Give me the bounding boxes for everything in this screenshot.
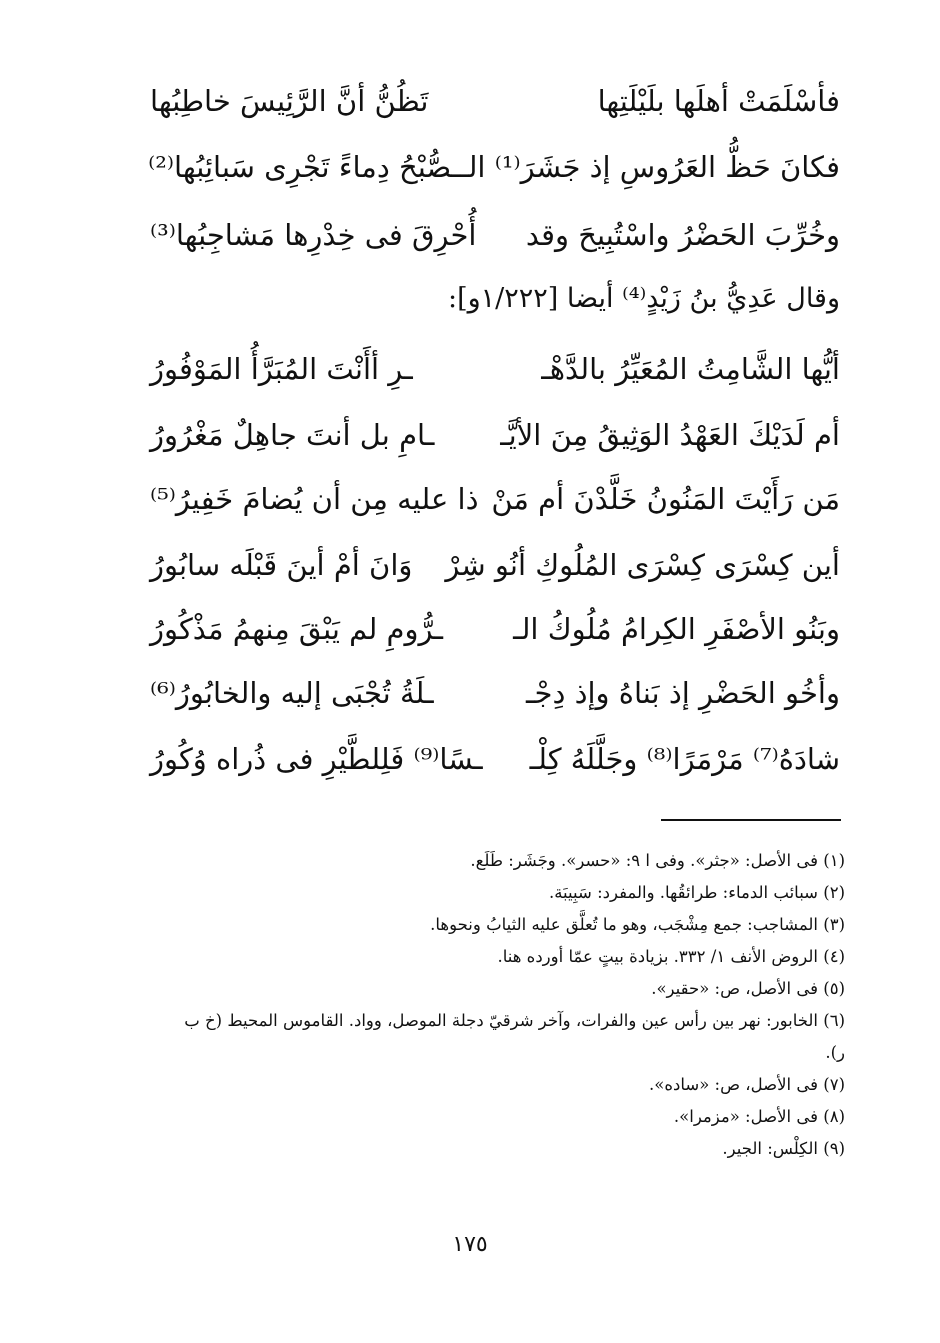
footnote: (٣) المشاجب: جمع مِشْجَب، وهو ما تُعلَّق عليه الثيابُ ونحوها. <box>430 915 845 934</box>
verse-second-hemistich: أُحْرِقَ فى خِدْرِها مَشاجِبُها⁽³⁾ <box>150 218 477 252</box>
page-number: ١٧٥ <box>452 1232 488 1257</box>
verse-second-hemistich: وَانَ أمْ أينَ قَبْلَه سابُورُ <box>150 548 413 582</box>
footnote: (٨) فى الأصل: «مزمرا». <box>673 1107 845 1126</box>
verse-first-hemistich: شادَهُ⁽⁷⁾ مَرْمَرًا⁽⁸⁾ وجَلَّلَهُ كِلْـ <box>529 742 840 776</box>
verse-line <box>150 410 840 460</box>
verse-second-hemistich: تَظُنُّ أنَّ الرَّئِيسَ خاطِبُها <box>150 84 429 118</box>
verse-line <box>150 142 840 192</box>
footnote-continuation: ر). <box>825 1043 845 1062</box>
verse-second-hemistich: ـصُّبْحُ دِماءً تَجْرِى سَبائِبُها⁽²⁾ <box>148 150 461 184</box>
verse-line <box>150 604 840 654</box>
verse-first-hemistich: أين كِسْرَى كِسْرَى المُلُوكِ أنُو شِرْ <box>445 548 840 582</box>
footnote: (٢) سبائب الدماء: طرائقُها. والمفرد: سَبِيبَة. <box>548 883 845 902</box>
verse-first-hemistich: فأسْلَمَتْ أهلَها بلَيْلَتِها <box>597 84 840 118</box>
footnotes <box>140 845 845 1165</box>
verse-line <box>150 734 840 784</box>
verse-line <box>150 474 840 524</box>
verse-second-hemistich: ـامِ بل أنتَ جاهِلٌ مَغْرُورُ <box>150 418 435 452</box>
verse-second-hemistich: ـلَةُ تُجْبَى إليه والخابُورُ⁽⁶⁾ <box>150 676 434 710</box>
verse-first-hemistich: فكانَ حَظُّ العَرُوسِ إذ جَشَرَ⁽¹⁾ الـ <box>460 150 840 184</box>
verse-second-hemistich: ـرُّومِ لم يَبْقَ مِنهمُ مَذْكُورُ <box>150 612 443 646</box>
verse-first-hemistich: وأخُو الحَضْرِ إذ بَناهُ وإذ دِجْـ <box>526 676 840 710</box>
verse-first-hemistich: أم لَدَيْكَ العَهْدُ الوَثِيقُ مِنَ الأيَّـ <box>500 418 840 452</box>
footnote: (٦) الخابور: نهر بين رأس عين والفرات، وآخر شرقيّ دجلة الموصل، وواد. القاموس المحيط (خ ب <box>184 1011 845 1030</box>
verse-line <box>150 210 840 260</box>
footnote-separator <box>661 819 841 821</box>
verse-second-hemistich: ـرِ أأَنْتَ المُبَرَّأُ المَوْفُورُ <box>150 352 413 386</box>
footnote: (٤) الروض الأنف ١/ ٣٣٢. بزيادة بيتٍ عمّا أورده هنا. <box>497 947 845 966</box>
footnote: (٥) فى الأصل، ص: «حقير». <box>651 979 845 998</box>
verse-line <box>150 540 840 590</box>
verse-first-hemistich: أيُّها الشَّامِتُ المُعَيِّرُ بالدَّهْـ <box>541 352 840 386</box>
verse-line <box>150 344 840 394</box>
verse-line <box>150 668 840 718</box>
verse-first-hemistich: وبَنُو الأصْفَرِ الكِرامُ مُلُوكُ الـ <box>513 612 840 646</box>
intro-line: وقال عَدِيُّ بنُ زَيْدٍ⁽⁴⁾ أيضا [١/٢٢٢و]: <box>448 283 840 314</box>
footnote: (١) فى الأصل: «جثر». وفى ا ٩: «حسر». وجَشَر: طَلَع. <box>470 851 845 870</box>
footnote: (٩) الكِلْس: الجير. <box>722 1139 845 1158</box>
verse-line <box>150 76 840 126</box>
footnote: (٧) فى الأصل، ص: «ساده». <box>649 1075 845 1094</box>
verse-first-hemistich: مَن رَأَيْتَ المَنُونُ خَلَّدْنَ أم مَنْ <box>491 482 840 516</box>
verse-first-hemistich: وخُرِّبَ الحَضْرُ واسْتُبِيحَ وقد <box>525 218 840 252</box>
verse-second-hemistich: ـسًا⁽⁹⁾ فَلِلطَّيْرِ فى ذُراه وُكُورُ <box>150 742 483 776</box>
verse-second-hemistich: ذا عليه مِن أن يُضامَ خَفِيرُ⁽⁵⁾ <box>150 482 479 516</box>
